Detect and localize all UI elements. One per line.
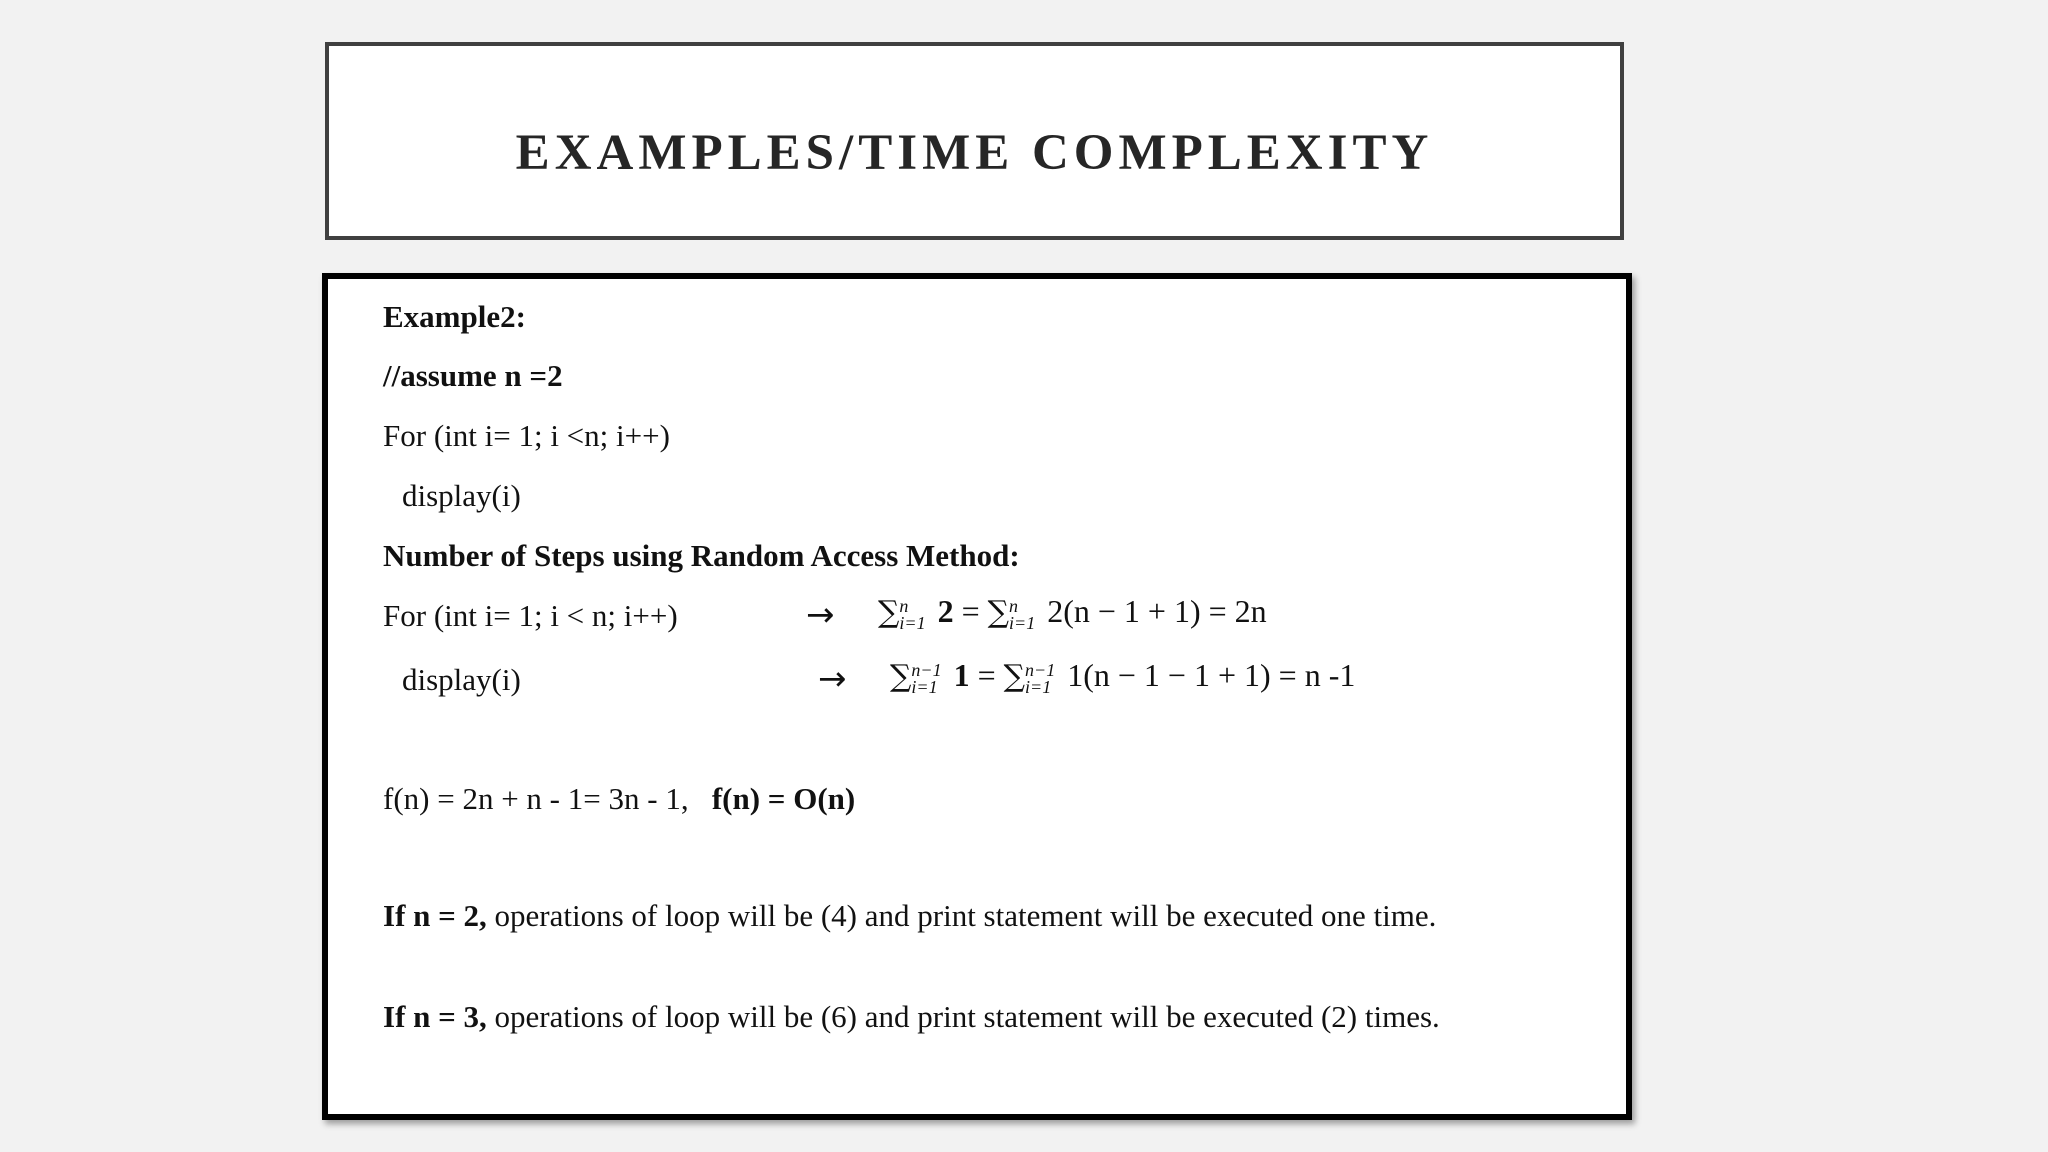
title-box — [325, 42, 1624, 240]
sigma-symbol: ∑ — [987, 595, 1010, 630]
sum-expression: 2(n − 1 + 1) — [1047, 593, 1201, 629]
sum-term: 1 — [953, 657, 970, 693]
display-steps-formula: ∑ n−1 i=1 1 = ∑ n−1 i=1 1(n − 1 − 1 + 1) = n -1 — [890, 657, 1356, 697]
loop-steps-formula: ∑ n i=1 2 = ∑ n i=1 2(n − 1 + 1) = 2n — [878, 593, 1267, 633]
assume-comment: //assume n =2 — [383, 358, 563, 393]
sum-expression: 1(n − 1 − 1 + 1) — [1067, 657, 1271, 693]
sigma-symbol: ∑ — [878, 595, 900, 630]
sum-result: = n -1 — [1278, 657, 1356, 693]
sum-limits: n i=1 — [899, 596, 926, 633]
loop-statement-2: For (int i= 1; i < n; i++) — [383, 598, 678, 633]
right-arrow-icon: → — [806, 595, 835, 635]
sigma-symbol: ∑ — [890, 659, 912, 694]
sigma-symbol: ∑ — [1003, 659, 1026, 694]
big-o-result: f(n) = O(n) — [711, 781, 856, 816]
right-arrow-icon: → — [818, 659, 847, 699]
sum-limits: n−1 i=1 — [911, 660, 942, 697]
sum-result: = 2n — [1208, 593, 1267, 629]
display-statement-2: display(i) — [402, 662, 521, 697]
display-statement: display(i) — [402, 478, 521, 513]
loop-statement: For (int i= 1; i <n; i++) — [383, 418, 670, 453]
sum-term: 2 — [937, 593, 954, 629]
n2-explanation: If n = 2, operations of loop will be (4) and print statement will be executed one time. — [383, 898, 1437, 933]
n3-explanation: If n = 3, operations of loop will be (6) and print statement will be executed (2) times. — [383, 999, 1440, 1034]
steps-heading: Number of Steps using Random Access Method: — [383, 538, 1020, 573]
example-heading: Example2: — [383, 299, 526, 334]
sum-limits: n i=1 — [1009, 596, 1036, 633]
slide-title: EXAMPLES/TIME COMPLEXITY — [515, 125, 1434, 181]
function-result: f(n) = 2n + n - 1= 3n - 1, f(n) = O(n) — [383, 781, 856, 816]
content-box — [322, 273, 1632, 1120]
sum-limits: n−1 i=1 — [1025, 660, 1056, 697]
